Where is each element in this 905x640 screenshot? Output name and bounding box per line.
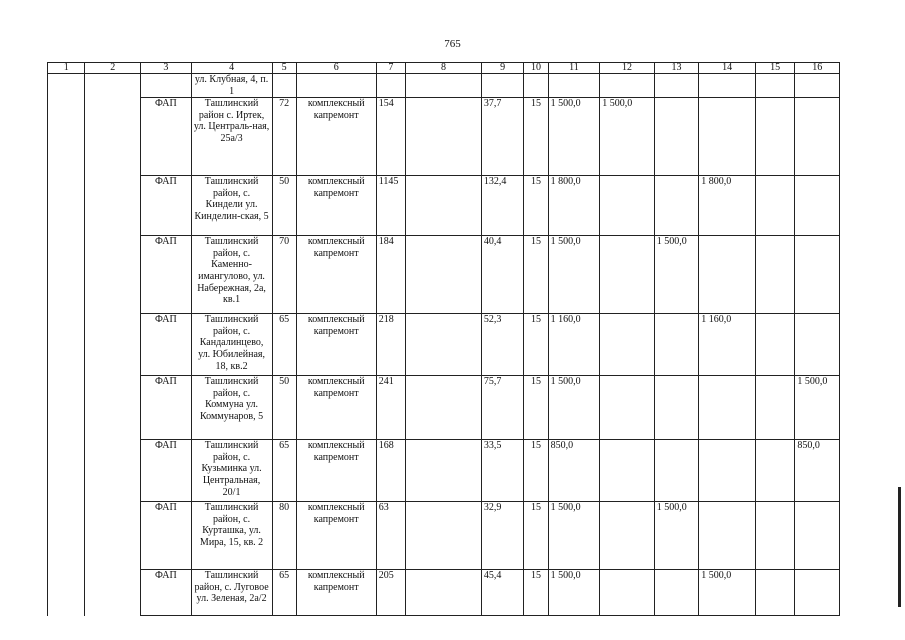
facilities-table <box>47 62 840 616</box>
col-16-cell <box>795 570 840 616</box>
col-7-cell: 168 <box>376 440 405 502</box>
col-9-cell: 45,4 <box>481 570 523 616</box>
col-15-cell <box>755 376 794 440</box>
beds-cell: 65 <box>272 570 296 616</box>
col-10-cell: 15 <box>524 314 548 376</box>
col-9-cell: 132,4 <box>481 176 523 236</box>
column-number-6: 6 <box>296 63 376 74</box>
empty-cell <box>524 74 548 98</box>
column-number-10: 10 <box>524 63 548 74</box>
type-cell: ФАП <box>141 502 192 570</box>
col-13-cell <box>654 440 699 502</box>
col-14-cell <box>699 98 756 176</box>
col-12-cell <box>600 440 655 502</box>
column-number-7: 7 <box>376 63 405 74</box>
col-8-cell <box>406 314 482 376</box>
col-9-cell: 75,7 <box>481 376 523 440</box>
col-10-cell: 15 <box>524 176 548 236</box>
total-amount-cell: 1 500,0 <box>548 502 600 570</box>
address-cell: Ташлинский район, с. Кандалинцево, ул. Юбилейная, 18, кв.2 <box>191 314 272 376</box>
work-type-cell: комплексный капремонт <box>296 236 376 314</box>
col-16-cell <box>795 314 840 376</box>
col-12-cell <box>600 502 655 570</box>
col-13-cell <box>654 176 699 236</box>
empty-cell <box>481 74 523 98</box>
beds-cell: 50 <box>272 176 296 236</box>
continuation-row <box>48 74 840 98</box>
col-13-cell <box>654 314 699 376</box>
col-12-cell <box>600 314 655 376</box>
col-13-cell <box>654 376 699 440</box>
col-8-cell <box>406 376 482 440</box>
table-row <box>48 440 840 502</box>
column-number-2: 2 <box>85 63 141 74</box>
col-16-cell <box>795 502 840 570</box>
beds-cell: 70 <box>272 236 296 314</box>
col-8-cell <box>406 570 482 616</box>
empty-cell <box>376 74 405 98</box>
column-number-1: 1 <box>48 63 85 74</box>
empty-cell <box>699 74 756 98</box>
col-8-cell <box>406 176 482 236</box>
col-10-cell: 15 <box>524 440 548 502</box>
total-amount-cell: 1 500,0 <box>548 570 600 616</box>
col-15-cell <box>755 236 794 314</box>
col-13-cell <box>654 570 699 616</box>
col-13-cell: 1 500,0 <box>654 236 699 314</box>
address-cell: Ташлинский район, с. Кузьминка ул. Центральная, 20/1 <box>191 440 272 502</box>
col-9-cell: 37,7 <box>481 98 523 176</box>
column-number-16: 16 <box>795 63 840 74</box>
col-1-cell <box>48 74 85 616</box>
col-10-cell: 15 <box>524 236 548 314</box>
empty-cell <box>406 74 482 98</box>
table-row <box>48 570 840 616</box>
col-8-cell <box>406 236 482 314</box>
col-9-cell: 52,3 <box>481 314 523 376</box>
work-type-cell: комплексный капремонт <box>296 314 376 376</box>
col-14-cell: 1 160,0 <box>699 314 756 376</box>
table-row <box>48 376 840 440</box>
empty-cell <box>548 74 600 98</box>
col-10-cell: 15 <box>524 570 548 616</box>
work-type-cell: комплексный капремонт <box>296 440 376 502</box>
col-14-cell <box>699 440 756 502</box>
type-cell: ФАП <box>141 176 192 236</box>
col-10-cell: 15 <box>524 502 548 570</box>
column-number-15: 15 <box>755 63 794 74</box>
col-16-cell: 850,0 <box>795 440 840 502</box>
beds-cell: 80 <box>272 502 296 570</box>
beds-cell: 65 <box>272 440 296 502</box>
empty-cell <box>755 74 794 98</box>
column-number-9: 9 <box>481 63 523 74</box>
table-row <box>48 236 840 314</box>
col-14-cell <box>699 376 756 440</box>
col-16-cell: 1 500,0 <box>795 376 840 440</box>
type-cell: ФАП <box>141 570 192 616</box>
empty-cell <box>272 74 296 98</box>
col-15-cell <box>755 176 794 236</box>
work-type-cell: комплексный капремонт <box>296 502 376 570</box>
col-7-cell: 1145 <box>376 176 405 236</box>
table-row <box>48 176 840 236</box>
column-number-13: 13 <box>654 63 699 74</box>
col-9-cell: 33,5 <box>481 440 523 502</box>
col-8-cell <box>406 502 482 570</box>
col-8-cell <box>406 98 482 176</box>
col-12-cell: 1 500,0 <box>600 98 655 176</box>
address-cell: Ташлинский район, с. Луговое ул. Зеленая, 2а/2 <box>191 570 272 616</box>
col-12-cell <box>600 376 655 440</box>
total-amount-cell: 850,0 <box>548 440 600 502</box>
work-type-cell: комплексный капремонт <box>296 176 376 236</box>
col-16-cell <box>795 98 840 176</box>
page-edge-mark <box>898 487 901 607</box>
empty-cell <box>600 74 655 98</box>
type-cell: ФАП <box>141 236 192 314</box>
column-number-5: 5 <box>272 63 296 74</box>
col-15-cell <box>755 314 794 376</box>
column-number-3: 3 <box>141 63 192 74</box>
col-7-cell: 241 <box>376 376 405 440</box>
column-number-12: 12 <box>600 63 655 74</box>
col-7-cell: 63 <box>376 502 405 570</box>
type-cell: ФАП <box>141 314 192 376</box>
type-cell: ФАП <box>141 98 192 176</box>
col-13-cell <box>654 98 699 176</box>
col-7-cell: 184 <box>376 236 405 314</box>
type-cell <box>141 74 192 98</box>
total-amount-cell: 1 160,0 <box>548 314 600 376</box>
col-2-cell <box>85 74 141 616</box>
empty-cell <box>795 74 840 98</box>
col-16-cell <box>795 176 840 236</box>
col-10-cell: 15 <box>524 376 548 440</box>
work-type-cell: комплексный капремонт <box>296 376 376 440</box>
col-7-cell: 205 <box>376 570 405 616</box>
table-row <box>48 314 840 376</box>
work-type-cell: комплексный капремонт <box>296 98 376 176</box>
column-number-14: 14 <box>699 63 756 74</box>
col-14-cell <box>699 502 756 570</box>
col-7-cell: 218 <box>376 314 405 376</box>
address-cell: Ташлинский район, с. Курташка, ул. Мира, 15, кв. 2 <box>191 502 272 570</box>
col-15-cell <box>755 440 794 502</box>
beds-cell: 72 <box>272 98 296 176</box>
empty-cell <box>296 74 376 98</box>
beds-cell: 50 <box>272 376 296 440</box>
col-9-cell: 32,9 <box>481 502 523 570</box>
total-amount-cell: 1 500,0 <box>548 98 600 176</box>
col-12-cell <box>600 570 655 616</box>
col-15-cell <box>755 502 794 570</box>
col-14-cell: 1 500,0 <box>699 570 756 616</box>
col-13-cell: 1 500,0 <box>654 502 699 570</box>
col-15-cell <box>755 570 794 616</box>
column-number-4: 4 <box>191 63 272 74</box>
column-number-11: 11 <box>548 63 600 74</box>
type-cell: ФАП <box>141 376 192 440</box>
col-9-cell: 40,4 <box>481 236 523 314</box>
address-cell: ул. Клубная, 4, п. 1 <box>191 74 272 98</box>
table-row <box>48 98 840 176</box>
col-12-cell <box>600 236 655 314</box>
col-8-cell <box>406 440 482 502</box>
col-15-cell <box>755 98 794 176</box>
total-amount-cell: 1 500,0 <box>548 376 600 440</box>
total-amount-cell: 1 500,0 <box>548 236 600 314</box>
column-number-8: 8 <box>406 63 482 74</box>
address-cell: Ташлинский район, с. Каменно-имангулово, ул. Набережная, 2а, кв.1 <box>191 236 272 314</box>
col-16-cell <box>795 236 840 314</box>
table-row <box>48 502 840 570</box>
col-7-cell: 154 <box>376 98 405 176</box>
col-10-cell: 15 <box>524 98 548 176</box>
work-type-cell: комплексный капремонт <box>296 570 376 616</box>
beds-cell: 65 <box>272 314 296 376</box>
col-14-cell: 1 800,0 <box>699 176 756 236</box>
address-cell: Ташлинский район с. Иртек, ул. Централь-ная, 25а/3 <box>191 98 272 176</box>
col-14-cell <box>699 236 756 314</box>
page-number: 765 <box>444 38 461 50</box>
column-number-row <box>48 63 840 74</box>
type-cell: ФАП <box>141 440 192 502</box>
address-cell: Ташлинский район, с. Киндели ул. Кинделин-ская, 5 <box>191 176 272 236</box>
address-cell: Ташлинский район, с. Коммуна ул. Коммунаров, 5 <box>191 376 272 440</box>
total-amount-cell: 1 800,0 <box>548 176 600 236</box>
col-12-cell <box>600 176 655 236</box>
empty-cell <box>654 74 699 98</box>
